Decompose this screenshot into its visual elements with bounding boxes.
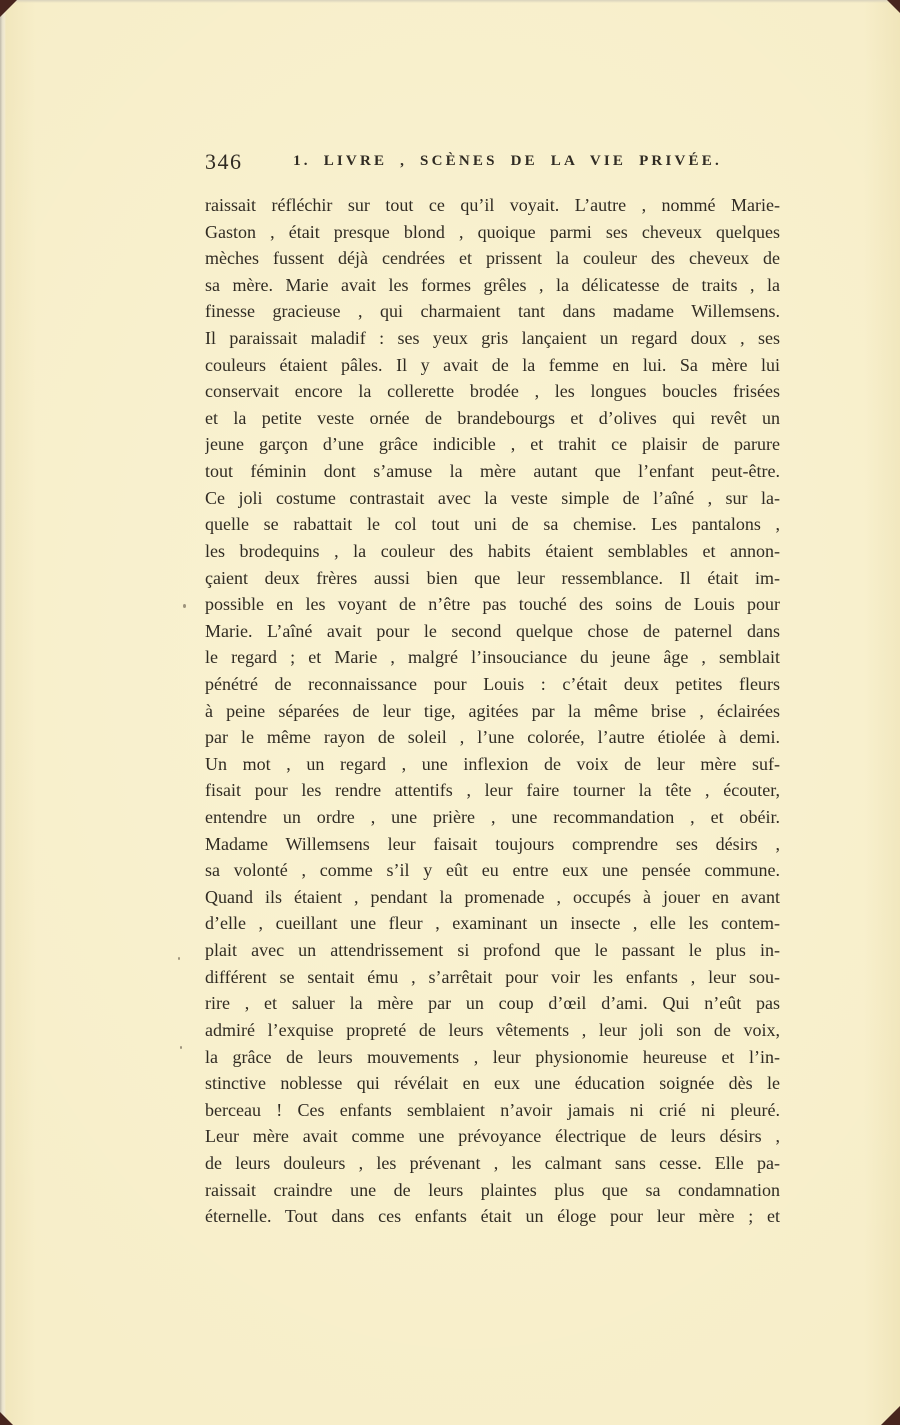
scan-corner-top-left	[0, 0, 17, 17]
text-line: les brodequins , la couleur des habits étaient semblables et annon-	[205, 540, 780, 561]
text-line: tout féminin dont s’amuse la mère autant que l’enfant peut-être.	[205, 461, 780, 482]
ink-speck	[183, 604, 186, 608]
text-line: raissait réfléchir sur tout ce qu’il voyait. L’autre , nommé Marie-	[205, 195, 780, 215]
text-line: éternelle. Tout dans ces enfants était un éloge pour leur mère ; et	[205, 1206, 780, 1227]
text-line: à peine séparées de leur tige, agitées par la même brise , éclairées	[205, 700, 780, 721]
text-line: Madame Willemsens leur faisait toujours comprendre ses désirs ,	[205, 833, 780, 854]
text-line: Leur mère avait comme une prévoyance électrique de leurs désirs ,	[205, 1126, 780, 1147]
text-line: sa mère. Marie avait les formes grêles , la délicatesse de traits , la	[205, 274, 780, 295]
text-line: berceau ! Ces enfants semblaient n’avoir jamais ni crié ni pleuré.	[205, 1099, 780, 1120]
text-line: stinctive noblesse qui révélait en eux une éducation soignée dès le	[205, 1073, 780, 1094]
body-text	[205, 192, 780, 1230]
text-line: jeune garçon d’une grâce indicible , et trahit ce plaisir de parure	[205, 434, 780, 455]
text-line: par le même rayon de soleil , l’une colorée, l’autre étiolée à demi.	[205, 727, 780, 748]
page-left-edge	[0, 0, 6, 1425]
text-line: Marie. L’aîné avait pour le second quelque chose de paternel dans	[205, 620, 780, 641]
text-line: possible en les voyant de n’être pas touché des soins de Louis pour	[205, 594, 780, 615]
text-line: sa volonté , comme s’il y eût eu entre eux une pensée commune.	[205, 860, 780, 881]
text-line: quelle se rabattait le col tout uni de sa chemise. Les pantalons ,	[205, 514, 780, 535]
text-line: conservait encore la collerette brodée , les longues boucles frisées	[205, 381, 780, 402]
text-line: le regard ; et Marie , malgré l’insouciance du jeune âge , semblait	[205, 647, 780, 668]
page-header	[205, 149, 780, 177]
text-line: Un mot , un regard , une inflexion de voix de leur mère suf-	[205, 753, 780, 774]
text-line: finesse gracieuse , qui charmaient tant dans madame Willemsens.	[205, 301, 780, 322]
text-line: admiré l’exquise propreté de leurs vêtements , leur joli son de voix,	[205, 1019, 780, 1040]
ink-speck	[180, 1046, 182, 1049]
text-line: Gaston , était presque blond , quoique parmi ses cheveux quelques	[205, 221, 780, 242]
text-line: d’elle , cueillant une fleur , examinant un insecte , elle les contem-	[205, 913, 780, 934]
text-line: plait avec un attendrissement si profond que le passant le plus in-	[205, 940, 780, 961]
text-line: la grâce de leurs mouvements , leur physionomie heureuse et l’in-	[205, 1046, 780, 1067]
running-title: 1. LIVRE , SCÈNES DE LA VIE PRIVÉE.	[293, 153, 722, 169]
text-line: couleurs étaient pâles. Il y avait de la femme en lui. Sa mère lui	[205, 354, 780, 375]
text-line: raissait craindre une de leurs plaintes plus que sa condamnation	[205, 1179, 780, 1200]
text-line: Il paraissait maladif : ses yeux gris lançaient un regard doux , ses	[205, 328, 780, 349]
text-line: çaient deux frères aussi bien que leur ressemblance. Il était im-	[205, 567, 780, 588]
text-line: Quand ils étaient , pendant la promenade , occupés à jouer en avant	[205, 886, 780, 907]
text-line: fisait pour les rendre attentifs , leur faire tourner la tête , écouter,	[205, 780, 780, 801]
scan-corner-bottom-left	[0, 1412, 13, 1425]
scan-corner-top-right	[887, 0, 900, 13]
text-line: de leurs douleurs , les prévenant , les calmant sans cesse. Elle pa-	[205, 1152, 780, 1173]
ink-speck	[178, 957, 180, 960]
scan-corner-bottom-right	[881, 1406, 900, 1425]
text-line: et la petite veste ornée de brandebourgs et d’olives qui revêt un	[205, 407, 780, 428]
text-line: mèches fussent déjà cendrées et prissent la couleur des cheveux de	[205, 248, 780, 269]
text-line: pénétré de reconnaissance pour Louis : c’était deux petites fleurs	[205, 673, 780, 694]
text-line: rire , et saluer la mère par un coup d’œil d’ami. Qui n’eût pas	[205, 993, 780, 1014]
page-top-edge	[0, 0, 900, 3]
page-number: 346	[205, 149, 243, 174]
text-line: entendre un ordre , une prière , une recommandation , et obéir.	[205, 807, 780, 828]
text-line: Ce joli costume contrastait avec la veste simple de l’aîné , sur la-	[205, 487, 780, 508]
text-line: différent se sentait ému , s’arrêtait pour voir les enfants , leur sou-	[205, 966, 780, 987]
